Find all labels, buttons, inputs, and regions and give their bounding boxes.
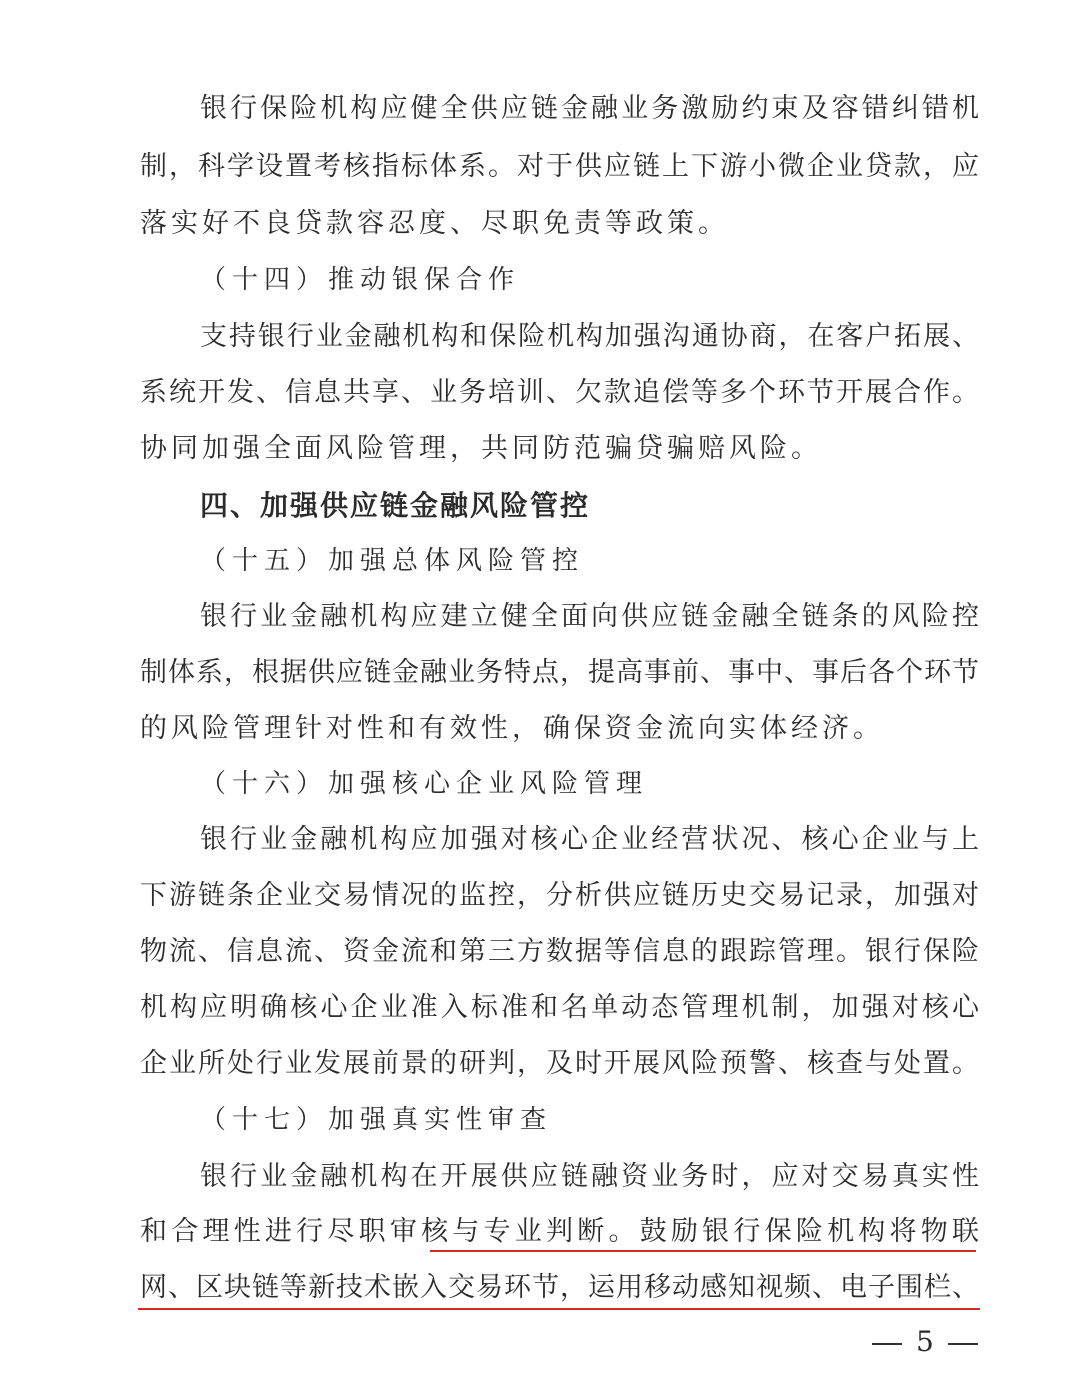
paragraph-1-line-2: 制，科学设置考核指标体系。对于供应链上下游小微企业贷款，应 [140,151,980,182]
red-underline-2 [138,1308,980,1310]
paragraph-3-line-3: 的风险管理针对性和有效性，确保资金流向实体经济。 [140,713,884,744]
page-number [858,1325,992,1359]
section-heading-4: 四、加强供应链金融风险管控 [200,489,591,522]
paragraph-1-line-1: 银行保险机构应健全供应链金融业务激励约束及容错纠错机 [200,93,980,124]
page-number-dash-left [872,1343,902,1345]
page-number-dash-right [948,1343,978,1345]
paragraph-1-line-3: 落实好不良贷款容忍度、尽职免责等政策。 [140,208,729,239]
red-underline-1 [430,1250,976,1252]
paragraph-5-line-1: 银行业金融机构在开展供应链融资业务时，应对交易真实性 [200,1161,980,1192]
paragraph-2-line-2: 系统开发、信息共享、业务培训、欠款追偿等多个环节开展合作。 [140,377,980,408]
paragraph-2-line-3: 协同加强全面风险管理，共同防范骗贷骗赔风险。 [140,433,822,464]
paragraph-3-line-1: 银行业金融机构应建立健全面向供应链金融全链条的风险控 [200,601,980,632]
paragraph-2-line-1: 支持银行业金融机构和保险机构加强沟通协商，在客户拓展、 [200,321,980,352]
subheading-15: （十五）加强总体风险管控 [200,546,585,576]
subheading-16: （十六）加强核心企业风险管理 [200,769,649,799]
paragraph-4-line-5: 企业所处行业发展前景的研判，及时开展风险预警、核查与处置。 [140,1048,980,1079]
paragraph-3-line-2: 制体系，根据供应链金融业务特点，提高事前、事中、事后各个环节 [140,657,980,688]
paragraph-5-line-3: 网、区块链等新技术嵌入交易环节，运用移动感知视频、电子围栏、 [140,1272,980,1303]
paragraph-4-line-4: 机构应明确核心企业准入标准和名单动态管理机制，加强对核心 [140,992,980,1023]
page-number-value: 5 [916,1325,934,1358]
paragraph-4-line-3: 物流、信息流、资金流和第三方数据等信息的跟踪管理。银行保险 [140,936,980,967]
subheading-14: （十四）推动银保合作 [200,265,521,295]
paragraph-4-line-2: 下游链条企业交易情况的监控，分析供应链历史交易记录，加强对 [140,880,980,911]
paragraph-4-line-1: 银行业金融机构应加强对核心企业经营状况、核心企业与上 [200,824,980,855]
paragraph-5-line-2: 和合理性进行尽职审核与专业判断。鼓励银行保险机构将物联 [140,1216,980,1247]
subheading-17: （十七）加强真实性审查 [200,1105,553,1135]
